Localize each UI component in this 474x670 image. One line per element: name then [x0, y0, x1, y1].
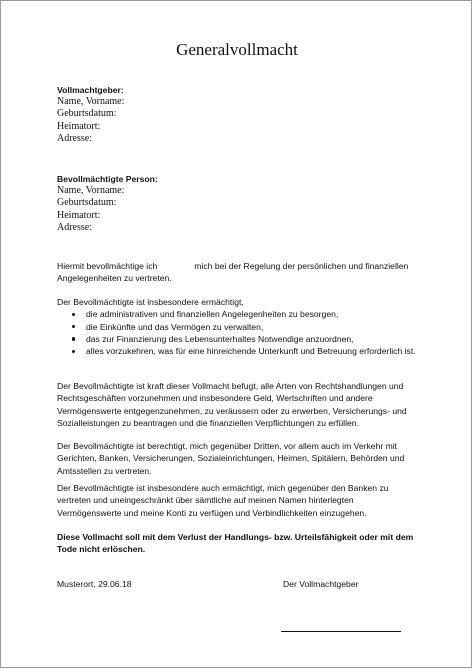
validity-statement — [57, 531, 417, 556]
paragraph-line: Amtsstellen zu vertreten. — [57, 465, 152, 476]
authorization-section — [57, 296, 417, 357]
grantor-address-field: Adresse: — [57, 132, 92, 144]
signature-line — [281, 631, 401, 632]
authorization-list — [57, 308, 417, 357]
place-date: Musterort, 29.06.18 — [57, 579, 132, 589]
grantor-hometown-field: Heimatort: — [57, 120, 101, 132]
attorney-birthdate-field: Geburtsdatum: — [57, 197, 117, 209]
paragraph-line: Vermögenswerte und meine Konti zu verfügen und Verbindlichkeiten einzugehen. — [57, 507, 367, 518]
third-parties-paragraph — [57, 440, 417, 477]
attorney-heading: Bevollmächtigte Person: — [57, 174, 158, 184]
list-item: die administrativen und finanziellen Angelegenheiten zu besorgen, — [57, 308, 417, 320]
paragraph-line: Tode nicht erlöschen. — [57, 544, 146, 555]
paragraph-line: Rechtsgeschäften vorzunehmen und insbesondere Geld, Wertschriften und andere — [57, 393, 373, 404]
paragraph-line: Der Bevollmächtigte ist berechtigt, mich gegenüber Dritten, vor allem auch im Verkehr mit — [57, 441, 398, 451]
attorney-name-field: Name, Vorname: — [57, 185, 125, 196]
grantor-heading: Vollmachtgeber: — [57, 85, 124, 95]
paragraph-line: Vermögenswerte entgegenzunehmen, zu veräussern oder zu erwerben, Versicherungs- und — [57, 405, 407, 416]
grantor-fields — [57, 96, 124, 145]
list-item: das zur Finanzierung des Lebensunterhaltes Notwendige anzuordnen, — [57, 333, 417, 345]
paragraph-line: Gerichten, Banken, Versicherungen, Sozialeinrichtungen, Heimen, Spitälern, Behörden und — [57, 453, 405, 464]
attorney-fields — [57, 185, 124, 234]
banks-paragraph — [57, 482, 417, 519]
document-title: Generalvollmacht — [176, 40, 298, 59]
list-intro: Der Bevollmächtigte ist insbesondere ermächtigt, — [57, 297, 244, 307]
intro-part2: mich bei der Regelung der persönlichen und finanziellen — [194, 261, 409, 271]
intro-line2: Angelegenheiten zu vertreten. — [57, 273, 172, 284]
paragraph-line: Sozialleistungen zu beantragen und die finanziellen Verpflichtungen zu erfüllen. — [57, 417, 359, 428]
paragraph-line: Diese Vollmacht soll mit dem Verlust der Handlungs- bzw. Urteilsfähigkeit oder mit dem — [57, 532, 414, 542]
paragraph-line: vertreten und uneingeschränkt über sämtliche auf meinen Namen hinterlegten — [57, 495, 354, 506]
grantor-birthdate-field: Geburtsdatum: — [57, 108, 117, 120]
list-item: alles vorzukehren, was für eine hinreichende Unterkunft und Betreuung erforderlich ist. — [57, 345, 417, 357]
list-item: die Einkünfte und das Vermögen zu verwalten, — [57, 321, 417, 333]
rights-paragraph — [57, 380, 417, 429]
attorney-address-field: Adresse: — [57, 221, 92, 233]
paragraph-line: Der Bevollmächtigte ist kraft dieser Vollmacht befugt, alle Arten von Rechtshandlungen und — [57, 381, 404, 391]
grantor-name-field: Name, Vorname: — [57, 96, 125, 107]
paragraph-line: Der Bevollmächtigte ist insbesondere auch ermächtigt, mich gegenüber den Banken zu — [57, 483, 389, 493]
attorney-hometown-field: Heimatort: — [57, 209, 101, 221]
intro-part1: Hiermit bevollmächtige ich — [57, 261, 158, 271]
intro-paragraph — [57, 260, 417, 285]
signature-label: Der Vollmachtgeber — [283, 579, 359, 589]
